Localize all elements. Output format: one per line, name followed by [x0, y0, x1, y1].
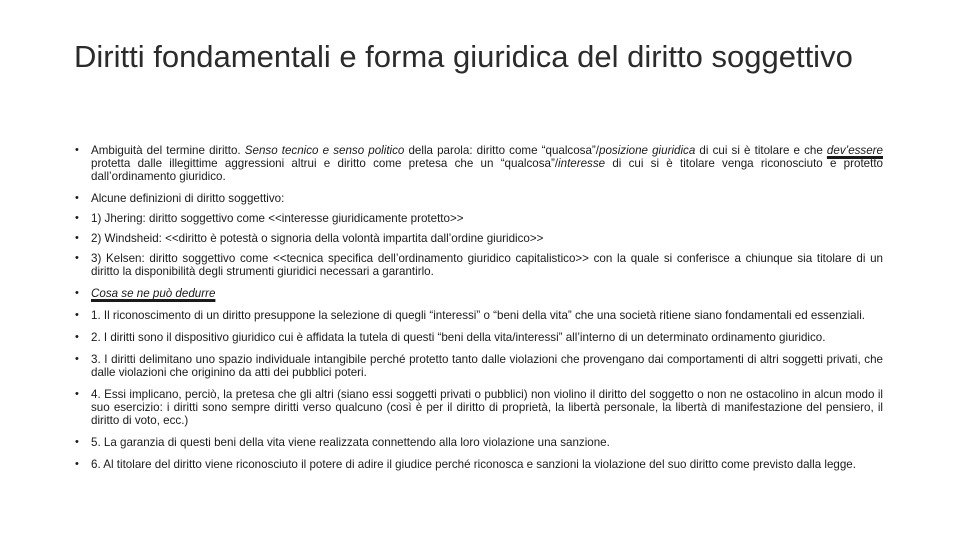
- bullet-text: Cosa se ne può dedurre: [91, 287, 216, 300]
- bullet-item: [75, 458, 883, 471]
- bullet-text: 2) Windsheid: <<diritto è potestà o signoria della volontà impartita dall’ordine giuridico>>: [91, 232, 544, 245]
- bullet-marker: •: [75, 436, 79, 448]
- bullet-marker: •: [75, 252, 79, 264]
- bullet-text: 3. I diritti delimitano uno spazio individuale intangibile perché protetto tanto dalle violazioni che provengano dai comportamenti di altri soggetti privati, che dalle violazioni che originino da atti dei pubblici poteri.: [91, 353, 883, 379]
- bullet-item: [75, 388, 883, 427]
- slide-title: Diritti fondamentali e forma giuridica del diritto soggettivo: [74, 39, 853, 74]
- bullet-item: [75, 331, 883, 344]
- bullet-text: Alcune definizioni di diritto soggettivo:: [91, 192, 285, 205]
- bullet-marker: •: [75, 144, 79, 156]
- bullet-text: dev’essere: [826, 144, 883, 157]
- bullet-marker: •: [75, 192, 79, 204]
- bullet-text: 1. Il riconoscimento di un diritto presuppone la selezione di quegli “interessi” o “beni della vita” che una società ritiene siano fondamentali ed essenziali.: [91, 309, 866, 322]
- bullet-list: [75, 144, 883, 480]
- bullet-marker: •: [75, 458, 79, 470]
- bullet-item: [75, 353, 883, 379]
- bullet-text: 1) Jhering: diritto soggettivo come <<interesse giuridicamente protetto>>: [91, 212, 464, 225]
- bullet-marker: •: [75, 287, 79, 299]
- bullet-text: di cui si è titolare e che: [695, 144, 827, 157]
- bullet-marker: •: [75, 212, 79, 224]
- bullet-text: Senso tecnico e senso politico: [244, 144, 405, 157]
- bullet-text: 6. Al titolare del diritto viene riconosciuto il potere di adire il giudice perché riconosca e sanzioni la violazione del suo diritto come previsto dalla legge.: [91, 458, 856, 471]
- bullet-text: di cui si è titolare venga riconosciuto e protetto dall’ordinamento giuridico.: [91, 157, 884, 183]
- bullet-item: [75, 287, 883, 300]
- bullet-item: [75, 212, 883, 225]
- bullet-marker: •: [75, 388, 79, 400]
- bullet-text: 4. Essi implicano, perciò, la pretesa che gli altri (siano essi soggetti privati o pubblici) non violino il diritto del soggetto o non ne ostacolino in alcun modo il suo esercizio: i diritti sono sempre diritti verso qualcuno (così è per il diritto di proprietà, la libertà personale, la libertà di manifestazione del pensiero, il diritto di voto, ecc.): [91, 388, 883, 427]
- bullet-text: posizione giuridica: [599, 144, 696, 157]
- bullet-text: protetta dalle illegittime aggressioni altrui e diritto come pretesa che un “qualcosa”/: [91, 157, 559, 170]
- bullet-text: 2. I diritti sono il dispositivo giuridico cui è affidata la tutela di questi “beni della vita/interessi” all’interno di un determinato ordinamento giuridico.: [91, 331, 826, 344]
- bullet-item: [75, 232, 883, 245]
- bullet-item: [75, 436, 883, 449]
- bullet-text: Ambiguità del termine diritto.: [91, 144, 245, 157]
- bullet-marker: •: [75, 309, 79, 321]
- bullet-text: 5. La garanzia di questi beni della vita viene realizzata connettendo alla loro violazione una sanzione.: [91, 436, 610, 449]
- bullet-text: interesse: [558, 157, 606, 170]
- bullet-item: [75, 252, 883, 278]
- bullet-marker: •: [75, 331, 79, 343]
- bullet-text: 3) Kelsen: diritto soggettivo come <<tecnica specifica dell’ordinamento giuridico capitalistico>> con la quale si conferisce a chiunque sia titolare di un diritto la disponibilità degli strumenti giuridici necessari a garantirlo.: [91, 252, 883, 278]
- bullet-text: della parola: diritto come “qualcosa”/: [404, 144, 599, 157]
- bullet-item: [75, 192, 883, 205]
- bullet-marker: •: [75, 353, 79, 365]
- bullet-marker: •: [75, 232, 79, 244]
- bullet-item: [75, 309, 883, 322]
- bullet-item: [75, 144, 883, 183]
